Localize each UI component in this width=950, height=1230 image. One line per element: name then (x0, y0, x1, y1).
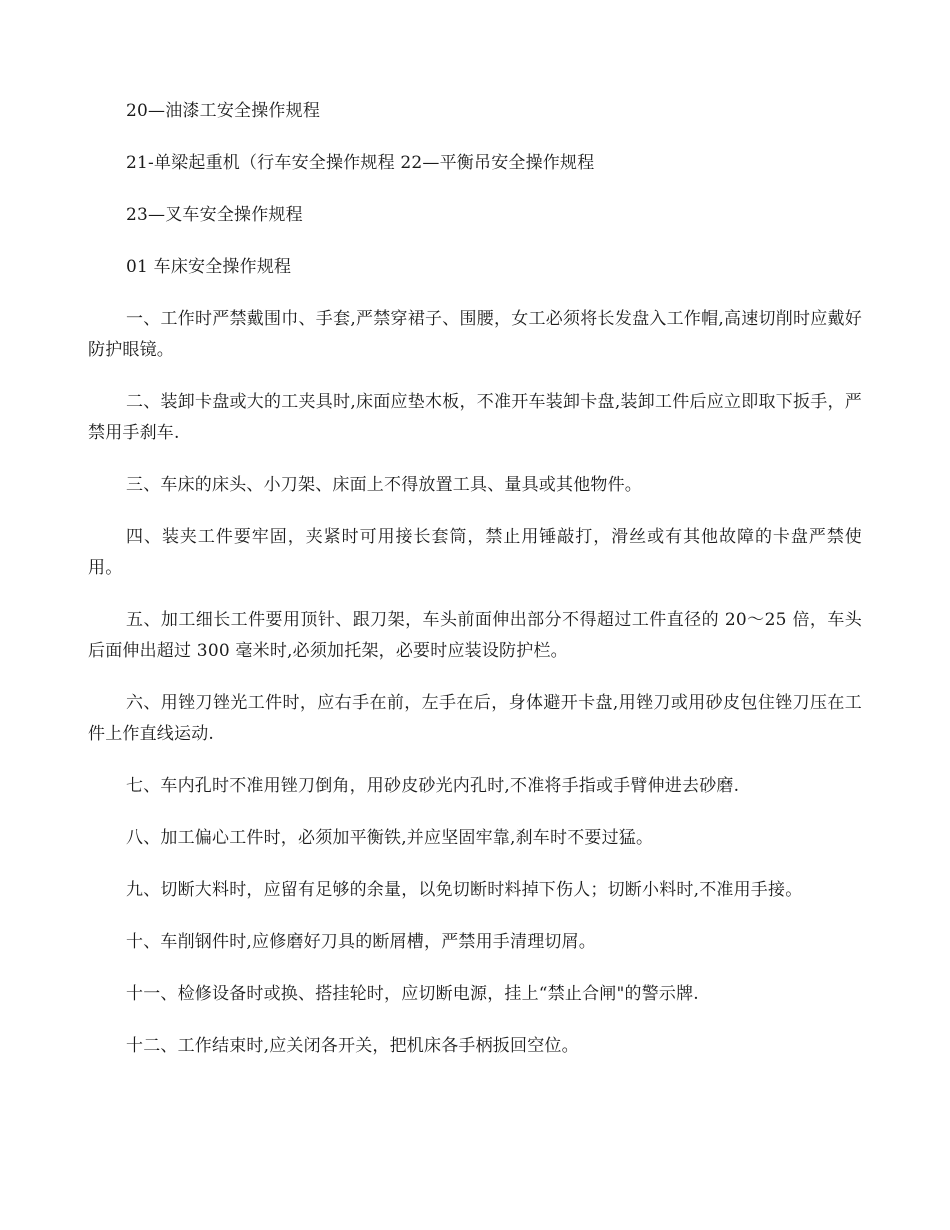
rule-1: 一、工作时严禁戴围巾、手套,严禁穿裙子、围腰，女工必须将长发盘入工作帽,高速切削时应戴好防护眼镜。 (88, 309, 862, 360)
rule-10: 十、车削钢件时,应修磨好刀具的断屑槽，严禁用手清理切屑。 (126, 932, 597, 952)
section-title: 01 车床安全操作规程 (126, 257, 292, 277)
rule-11: 十一、检修设备时或换、搭挂轮时，应切断电源，挂上“禁止合闸"的警示牌. (126, 984, 699, 1004)
rule-3: 三、车床的床头、小刀架、床面上不得放置工具、量具或其他物件。 (126, 475, 642, 495)
rule-8: 八、加工偏心工件时，必须加平衡铁,并应坚固牢靠,刹车时不要过猛。 (126, 828, 654, 848)
rule-2: 二、装卸卡盘或大的工夹具时,床面应垫木板，不准开车装卸卡盘,装卸工件后应立即取下扳手，严禁用手刹车. (88, 392, 862, 443)
rule-9: 九、切断大料时，应留有足够的余量，以免切断时料掉下伤人；切断小料时,不准用手接。 (126, 880, 803, 900)
rule-7: 七、车内孔时不准用锉刀倒角，用砂皮砂光内孔时,不准将手指或手臂伸进去砂磨. (126, 776, 740, 796)
toc-item-20: 20—油漆工安全操作规程 (126, 101, 321, 121)
document-page (88, 96, 862, 1083)
toc-item-23: 23—叉车安全操作规程 (126, 205, 303, 225)
rule-5: 五、加工细长工件要用顶针、跟刀架，车头前面伸出部分不得超过工件直径的 20～25 倍，车头后面伸出超过 300 毫米时,必须加托架，必要时应装设防护栏。 (88, 610, 862, 661)
rule-4: 四、装夹工件要牢固，夹紧时可用接长套筒，禁止用锤敲打，滑丝或有其他故障的卡盘严禁使用。 (88, 527, 862, 578)
rule-12: 十二、工作结束时,应关闭各开关，把机床各手柄扳回空位。 (126, 1036, 579, 1056)
toc-item-21-22: 21-单梁起重机（行车安全操作规程 22—平衡吊安全操作规程 (126, 153, 595, 173)
rule-6: 六、用锉刀锉光工件时，应右手在前，左手在后，身体避开卡盘,用锉刀或用砂皮包住锉刀压在工件上作直线运动. (88, 693, 862, 744)
